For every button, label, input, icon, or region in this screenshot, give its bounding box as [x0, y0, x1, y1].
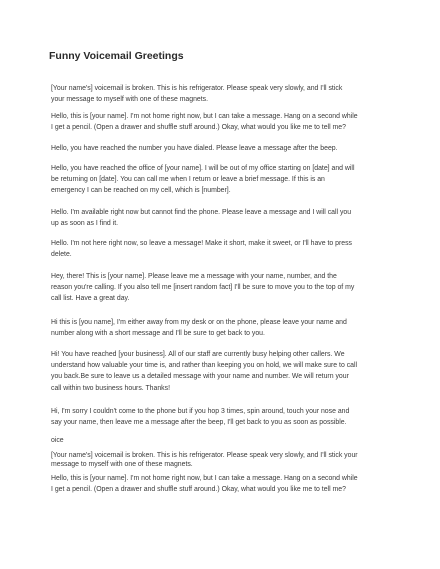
- paragraph-2: Hello, this is [your name]. I'm not home right now, but I can take a message. Hang on a second while I get a pencil. (Open a drawer and shuffle stuff around.) Okay, what would you like me to tell me?: [51, 113, 358, 132]
- paragraph-13: Hello, this is [your name]. I'm not home right now, but I can take a message. Hang on a second while I get a pencil. (Open a drawer and shuffle stuff around.) Okay, what would you like me to tell me?: [51, 475, 358, 494]
- paragraph-11: oice: [51, 437, 64, 444]
- document-title: Funny Voicemail Greetings: [49, 50, 184, 62]
- paragraph-4: Hello, you have reached the office of [your name]. I will be out of my office starting on [date] and will be returning on [date]. You can call me when I return or leave a brief message. If this is an emergency I can be reached on my cell, which is [number].: [51, 165, 355, 195]
- paragraph-8: Hi this is [you name], I'm either away from my desk or on the phone, please leave your name and number along with a short message and I'll be sure to get back to you.: [51, 319, 347, 338]
- paragraph-9: Hi! You have reached [your business]. All of our staff are currently busy helping other callers. We understand how valuable your time is, and rather than keeping you on hold, we will make sure to call you back.Be sure to leave us a detailed message with your name and number. We will return your call within two business hours. Thanks!: [51, 351, 358, 392]
- paragraph-1: [Your name's] voicemail is broken. This is his refrigerator. Please speak very slowly, and I'll stick your message to myself with one of these magnets.: [51, 85, 343, 104]
- paragraph-3: Hello, you have reached the number you have dialed. Please leave a message after the beep.: [51, 145, 338, 152]
- paragraph-5: Hello. I'm available right now but cannot find the phone. Please leave a message and I will call you up as soon as I find it.: [51, 209, 352, 228]
- paragraph-7: Hey, there! This is [your name]. Please leave me a message with your name, number, and the reason you're calling. If you also tell me [insert random fact] I'll be sure to move you to the top of my call list. Have a great day.: [51, 273, 355, 303]
- paragraph-6: Hello. I'm not here right now, so leave a message! Make it short, make it sweet, or I'll have to press delete.: [51, 240, 352, 259]
- paragraph-10: Hi, I'm sorry I couldn't come to the phone but if you hop 3 times, spin around, touch your nose and say your name, then leave me a message after the beep, I'll get back to you as soon as possible.: [51, 408, 350, 427]
- paragraph-12: [Your name's] voicemail is broken. This is his refrigerator. Please speak very slowly, and I'll stick your message to myself with one of these magnets.: [51, 452, 358, 468]
